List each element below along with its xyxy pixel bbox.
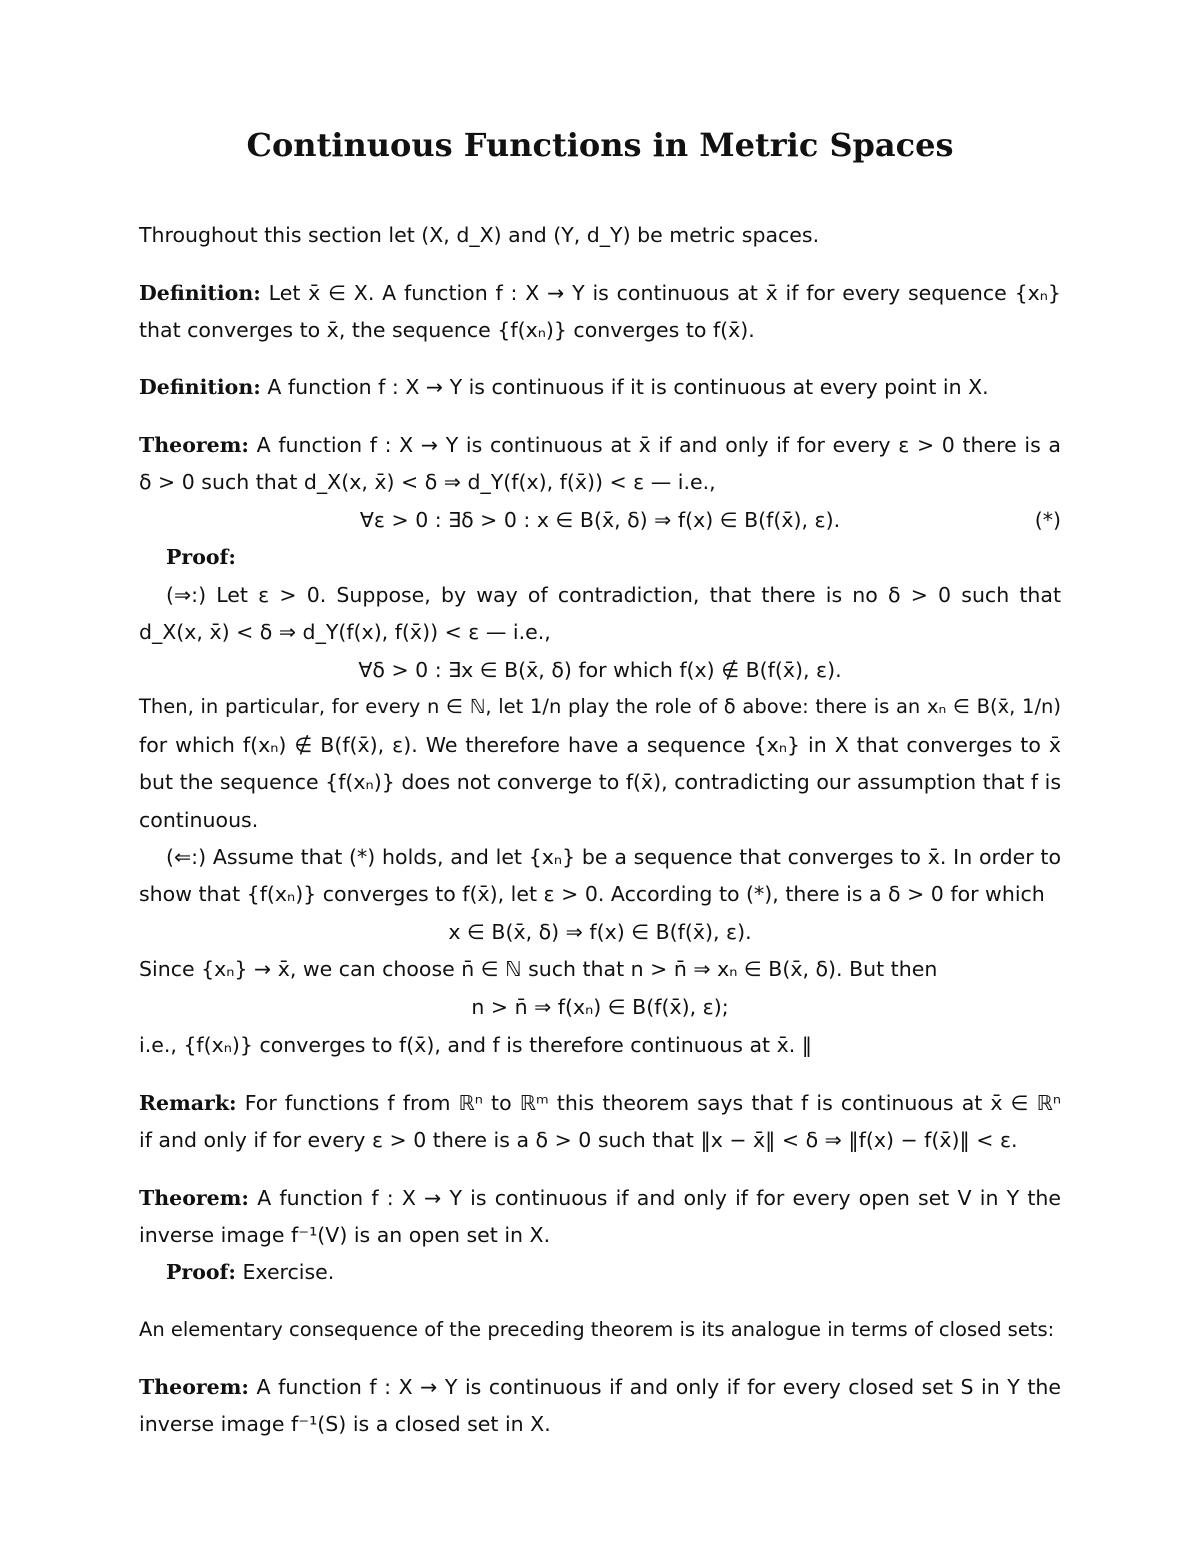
intro-text: Throughout this section let (X, d_X) and (Y, d_Y) be metric spaces. xyxy=(139,223,820,247)
page-title: Continuous Functions in Metric Spaces xyxy=(246,126,954,164)
proof-1-forward-display: ∀δ > 0 : ∃x ∈ B(x̄, δ) for which f(x) ∉ B(f(x̄), ε). xyxy=(358,658,842,682)
theorem-3 xyxy=(139,1373,1061,1401)
theorem-2-label: Theorem: xyxy=(139,1186,249,1210)
definition-2-label: Definition: xyxy=(139,375,261,399)
bridge-text: An elementary consequence of the preceding theorem is its analogue in terms of closed sets: xyxy=(139,1318,1055,1341)
proof-1-reverse-line-2: show that {f(xₙ)} converges to f(x̄), let ε > 0. According to (*), there is a δ > 0 for which xyxy=(139,882,1045,906)
proof-1-forward-line-2: d_X(x, x̄) < δ ⇒ d_Y(f(x), f(x̄)) < ε — i.e., xyxy=(139,620,551,644)
definition-1-label: Definition: xyxy=(139,281,261,305)
proof-1-reverse-display-1: x ∈ B(x̄, δ) ⇒ f(x) ∈ B(f(x̄), ε). xyxy=(448,920,752,944)
theorem-1-display-formula: ∀ε > 0 : ∃δ > 0 : x ∈ B(x̄, δ) ⇒ f(x) ∈ B(f(x̄), ε). xyxy=(359,508,841,532)
proof-2-label: Proof: xyxy=(166,1260,236,1284)
definition-2 xyxy=(139,373,1061,401)
theorem-2-line-2: inverse image f⁻¹(V) is an open set in X. xyxy=(139,1223,551,1247)
remark-label: Remark: xyxy=(139,1091,237,1115)
theorem-3-line-2: inverse image f⁻¹(S) is a closed set in X. xyxy=(139,1412,551,1436)
proof-1-reverse-line-1: (⇐:) Assume that (*) holds, and let {xₙ} be a sequence that converges to x̄. In order to xyxy=(166,845,1061,869)
remark-line-2: if and only if for every ε > 0 there is a δ > 0 such that ‖x − x̄‖ < δ ⇒ ‖f(x) − f(x̄)‖ < ε. xyxy=(139,1128,1018,1152)
theorem-1 xyxy=(139,431,1061,459)
definition-1 xyxy=(139,279,1061,307)
proof-1-forward-line-1: (⇒:) Let ε > 0. Suppose, by way of contradiction, that there is no δ > 0 such that xyxy=(166,583,1061,607)
theorem-2 xyxy=(139,1184,1061,1212)
proof-2-text: Exercise. xyxy=(242,1260,335,1284)
proof-1-reverse-line-4: i.e., {f(xₙ)} converges to f(x̄), and f is therefore continuous at x̄. ‖ xyxy=(139,1033,812,1057)
definition-1-line-2: that converges to x̄, the sequence {f(xₙ)} converges to f(x̄). xyxy=(139,318,755,342)
proof-1-para-2-line-1: Then, in particular, for every n ∈ ℕ, let 1/n play the role of δ above: there is an xₙ ∈ B(x̄, 1/n) xyxy=(139,695,1061,718)
theorem-2-line-1: A function f : X → Y is continuous if and only if for every open set V in Y the xyxy=(257,1186,1061,1210)
proof-1-para-2-line-4: continuous. xyxy=(139,808,259,832)
proof-1-reverse-line-3: Since {xₙ} → x̄, we can choose n̄ ∈ ℕ such that n > n̄ ⇒ xₙ ∈ B(x̄, δ). But then xyxy=(139,957,938,981)
theorem-1-label: Theorem: xyxy=(139,433,249,457)
equation-tag: (*) xyxy=(1034,508,1061,532)
proof-1-reverse-display-2: n > n̄ ⇒ f(xₙ) ∈ B(f(x̄), ε); xyxy=(471,995,729,1019)
theorem-1-line-1: A function f : X → Y is continuous at x̄ if and only if for every ε > 0 there is a xyxy=(256,433,1061,457)
proof-1-para-2-line-3: but the sequence {f(xₙ)} does not converge to f(x̄), contradicting our assumption that f is xyxy=(139,770,1061,794)
proof-2 xyxy=(166,1258,1061,1286)
theorem-3-label: Theorem: xyxy=(139,1375,249,1399)
proof-1-label: Proof: xyxy=(166,545,236,569)
theorem-3-line-1: A function f : X → Y is continuous if and only if for every closed set S in Y the xyxy=(256,1375,1061,1399)
definition-2-line-1: A function f : X → Y is continuous if it is continuous at every point in X. xyxy=(267,375,989,399)
remark-line-1: For functions f from ℝⁿ to ℝᵐ this theorem says that f is continuous at x̄ ∈ ℝⁿ xyxy=(244,1091,1061,1115)
theorem-1-display xyxy=(139,506,1061,534)
theorem-1-line-2: δ > 0 such that d_X(x, x̄) < δ ⇒ d_Y(f(x), f(x̄)) < ε — i.e., xyxy=(139,470,716,494)
definition-1-line-1: Let x̄ ∈ X. A function f : X → Y is continuous at x̄ if for every sequence {xₙ} xyxy=(268,281,1061,305)
proof-1-heading xyxy=(166,543,1061,571)
proof-1-para-2-line-2: for which f(xₙ) ∉ B(f(x̄), ε). We therefore have a sequence {xₙ} in X that converges to x̄ xyxy=(139,733,1061,757)
remark xyxy=(139,1089,1061,1117)
